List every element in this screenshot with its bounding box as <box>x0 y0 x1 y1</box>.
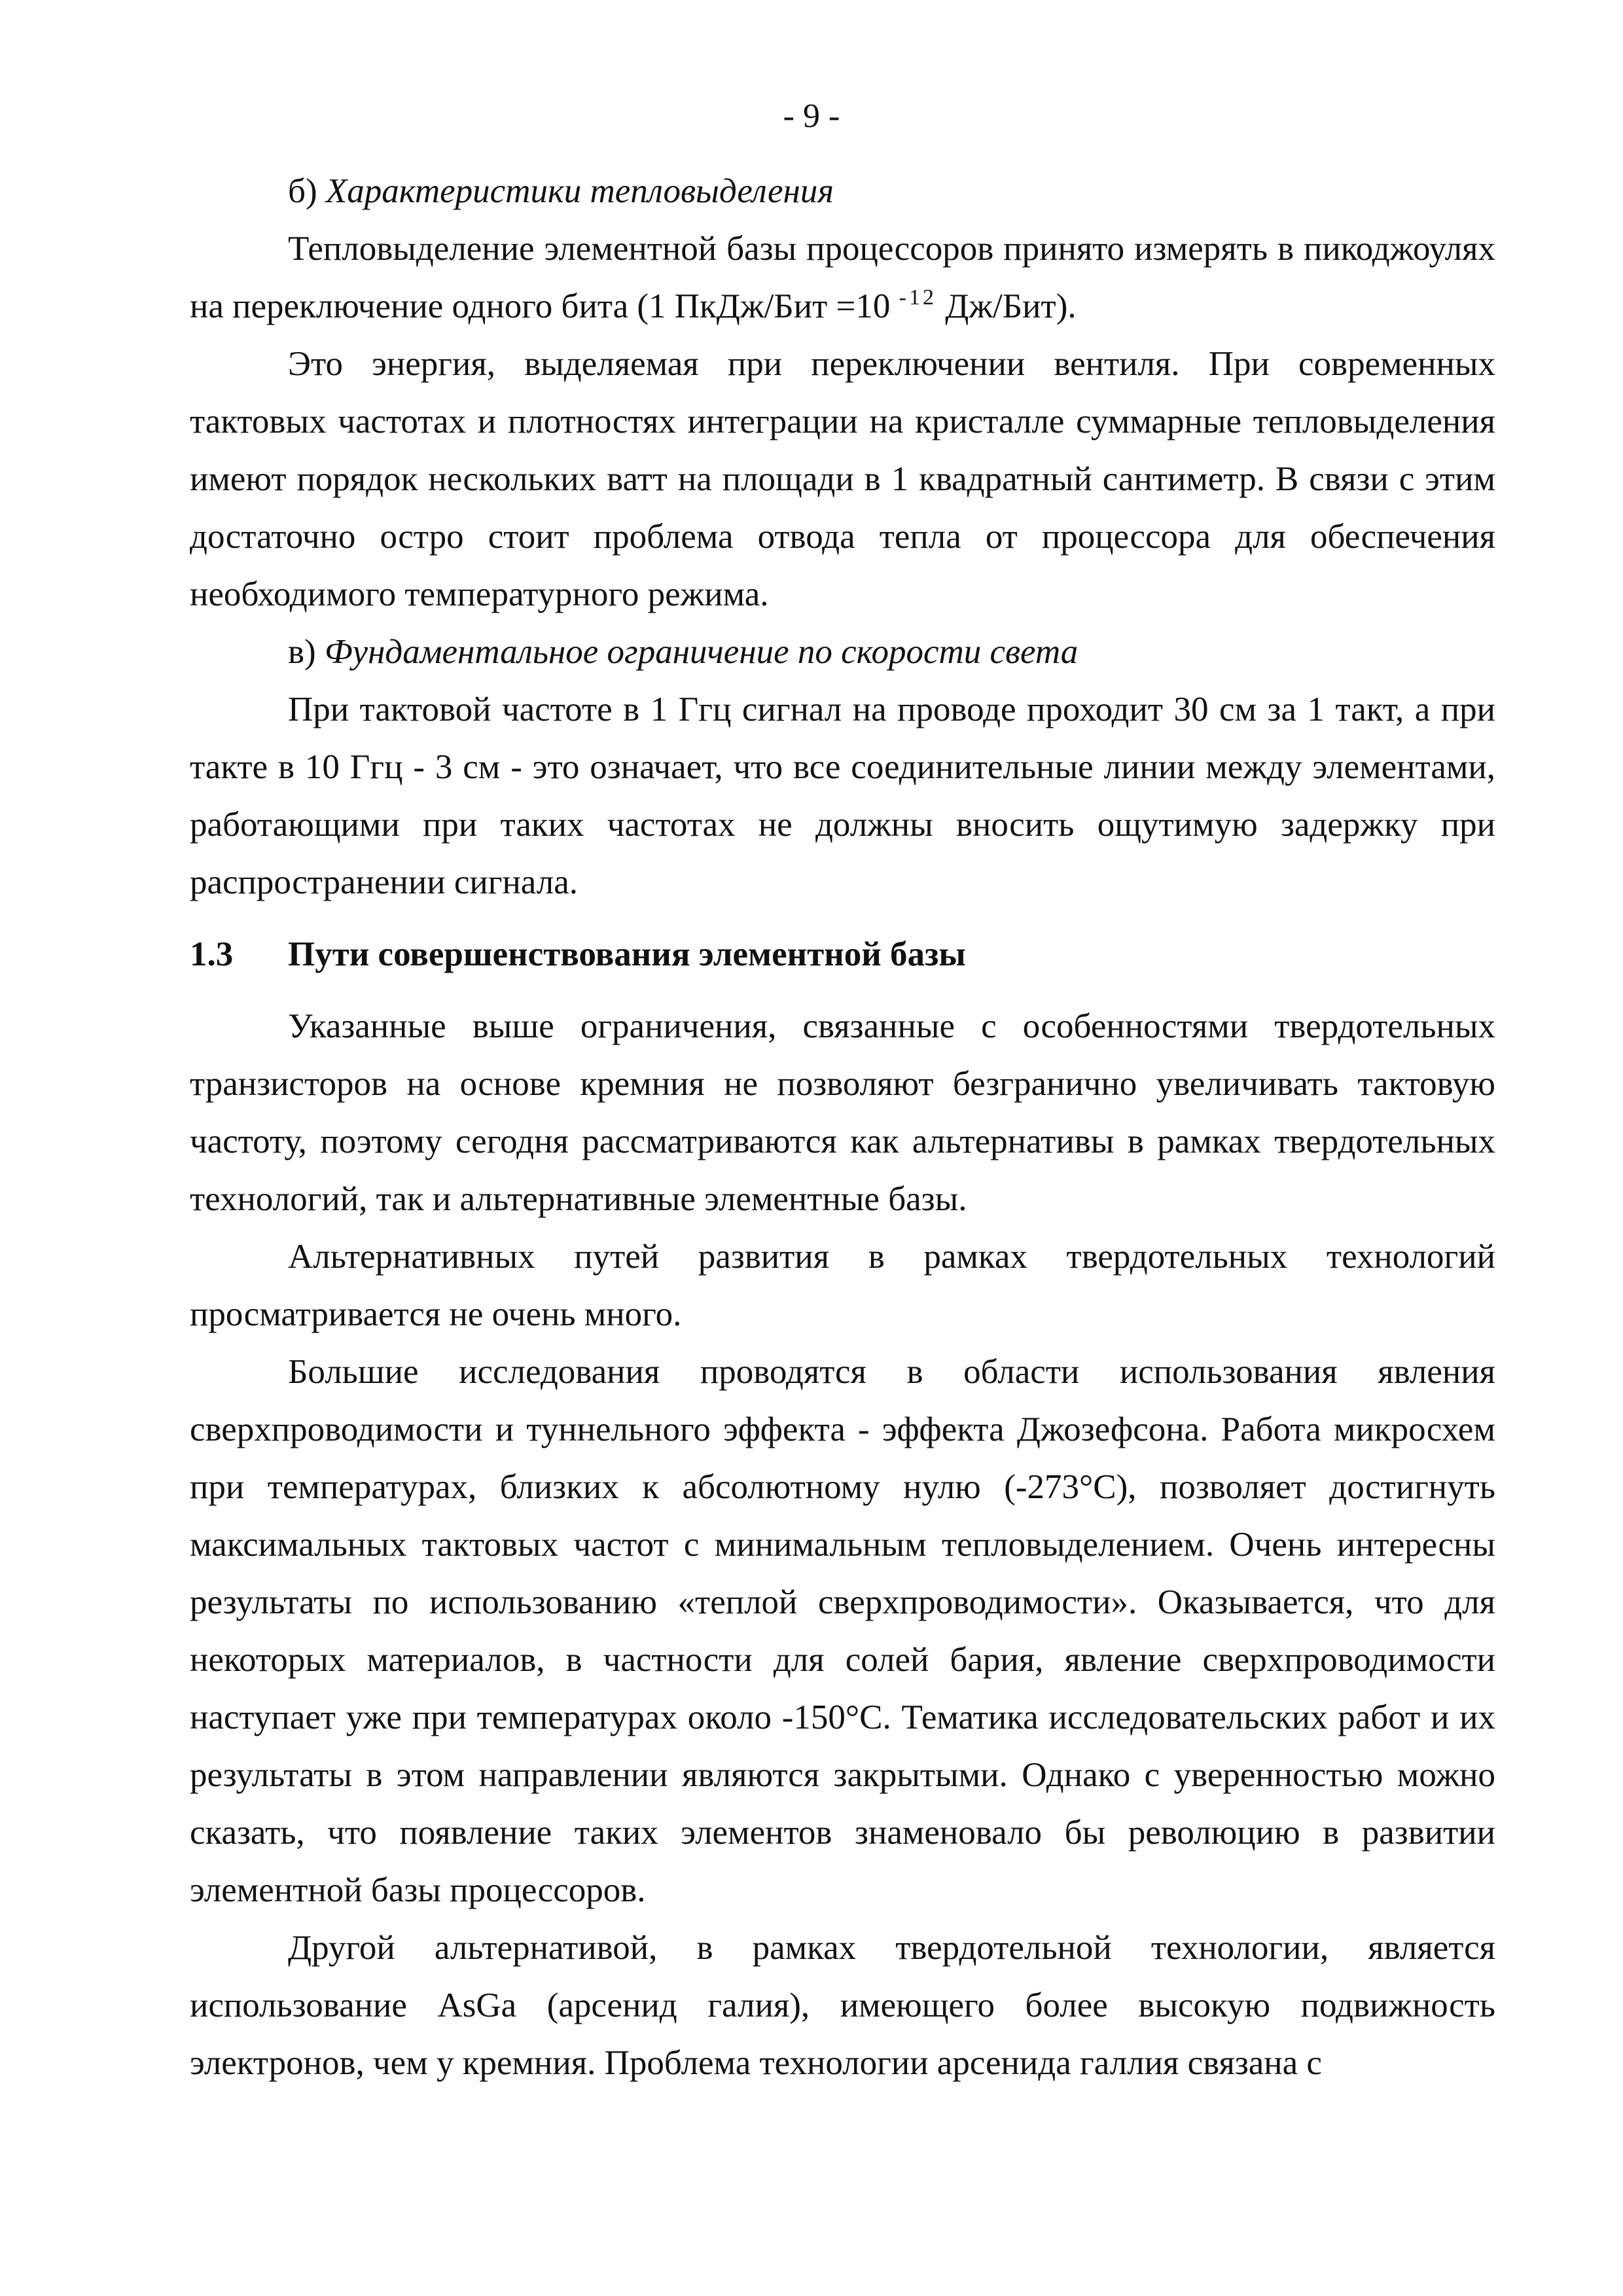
paragraph-heat-measure <box>190 220 1495 335</box>
subheading-b-marker: б) <box>288 172 326 210</box>
exponent-superscript: -12 <box>899 285 936 310</box>
paragraph-heat-energy: Это энергия, выделяемая при переключении вентиля. При современных тактовых частотах и плотностях интеграции на кристалле суммарные тепловыделения имеют порядок нескольких ватт на площади в 1 квадратный сантиметр. В связи с этим достаточно остро стоит проблема отвода тепла от процессора для обеспечения необходимого температурного режима. <box>190 345 1495 613</box>
body-text <box>190 162 1495 2092</box>
paragraph-superconductivity: Большие исследования проводятся в области использования явления сверхпроводимости и туннельного эффекта - эффекта Джозефсона. Работа микросхем при температурах, близких к абсолютному нулю (-273°С), позволяет достигнуть максимальных тактовых частот с минимальным тепловыделением. Очень интересны результаты по использованию «теплой сверхпроводимости». Оказывается, что для некоторых материалов, в частности для солей бария, явление сверхпроводимости наступает уже при температурах около -150°С. Тематика исследовательских работ и их результаты в этом направлении являются закрытыми. Однако с уверенностью можно сказать, что появление таких элементов знаменовало бы революцию в развитии элементной базы процессоров. <box>190 1353 1495 1909</box>
subheading-b-title: Характеристики тепловыделения <box>325 172 834 210</box>
subheading-v-title: Фундаментальное ограничение по скорости света <box>324 633 1079 671</box>
paragraph-gallium-arsenide: Другой альтернативой, в рамках твердотельной технологии, является использование AsGa (арсенид галия), имеющего более высокую подвижность электронов, чем у кремния. Проблема технологии арсенида галлия связана с <box>190 1929 1495 2082</box>
paragraph-heat-measure-unit: Дж/Бит). <box>936 287 1077 325</box>
subheading-b <box>190 162 1495 220</box>
section-heading <box>190 925 1495 983</box>
subheading-v-marker: в) <box>288 633 325 671</box>
paragraph-heat-measure-text: Тепловыделение элементной базы процессоров принято измерять в пикоджоулях на переключение одного бита (1 ПкДж/Бит =10 <box>190 230 1495 325</box>
paragraph-alternatives: Альтернативных путей развития в рамках твердотельных технологий просматривается не очень много. <box>190 1238 1495 1333</box>
section-number: 1.3 <box>190 935 234 973</box>
page-number: - 9 - <box>783 98 840 135</box>
subheading-v <box>190 623 1495 681</box>
section-title: Пути совершенствования элементной базы <box>288 935 966 973</box>
paragraph-limitations: Указанные выше ограничения, связанные с особенностями твердотельных транзисторов на основе кремния не позволяют безгранично увеличивать тактовую частоту, поэтому сегодня рассматриваются как альтернативы в рамках твердотельных технологий, так и альтернативные элементные базы. <box>190 1007 1495 1218</box>
paragraph-speed-of-light: При тактовой частоте в 1 Ггц сигнал на проводе проходит 30 см за 1 такт, а при такте в 10 Ггц - 3 см - это означает, что все соединительные линии между элементами, работающими при таких частотах не должны вносить ощутимую задержку при распространении сигнала. <box>190 691 1495 901</box>
